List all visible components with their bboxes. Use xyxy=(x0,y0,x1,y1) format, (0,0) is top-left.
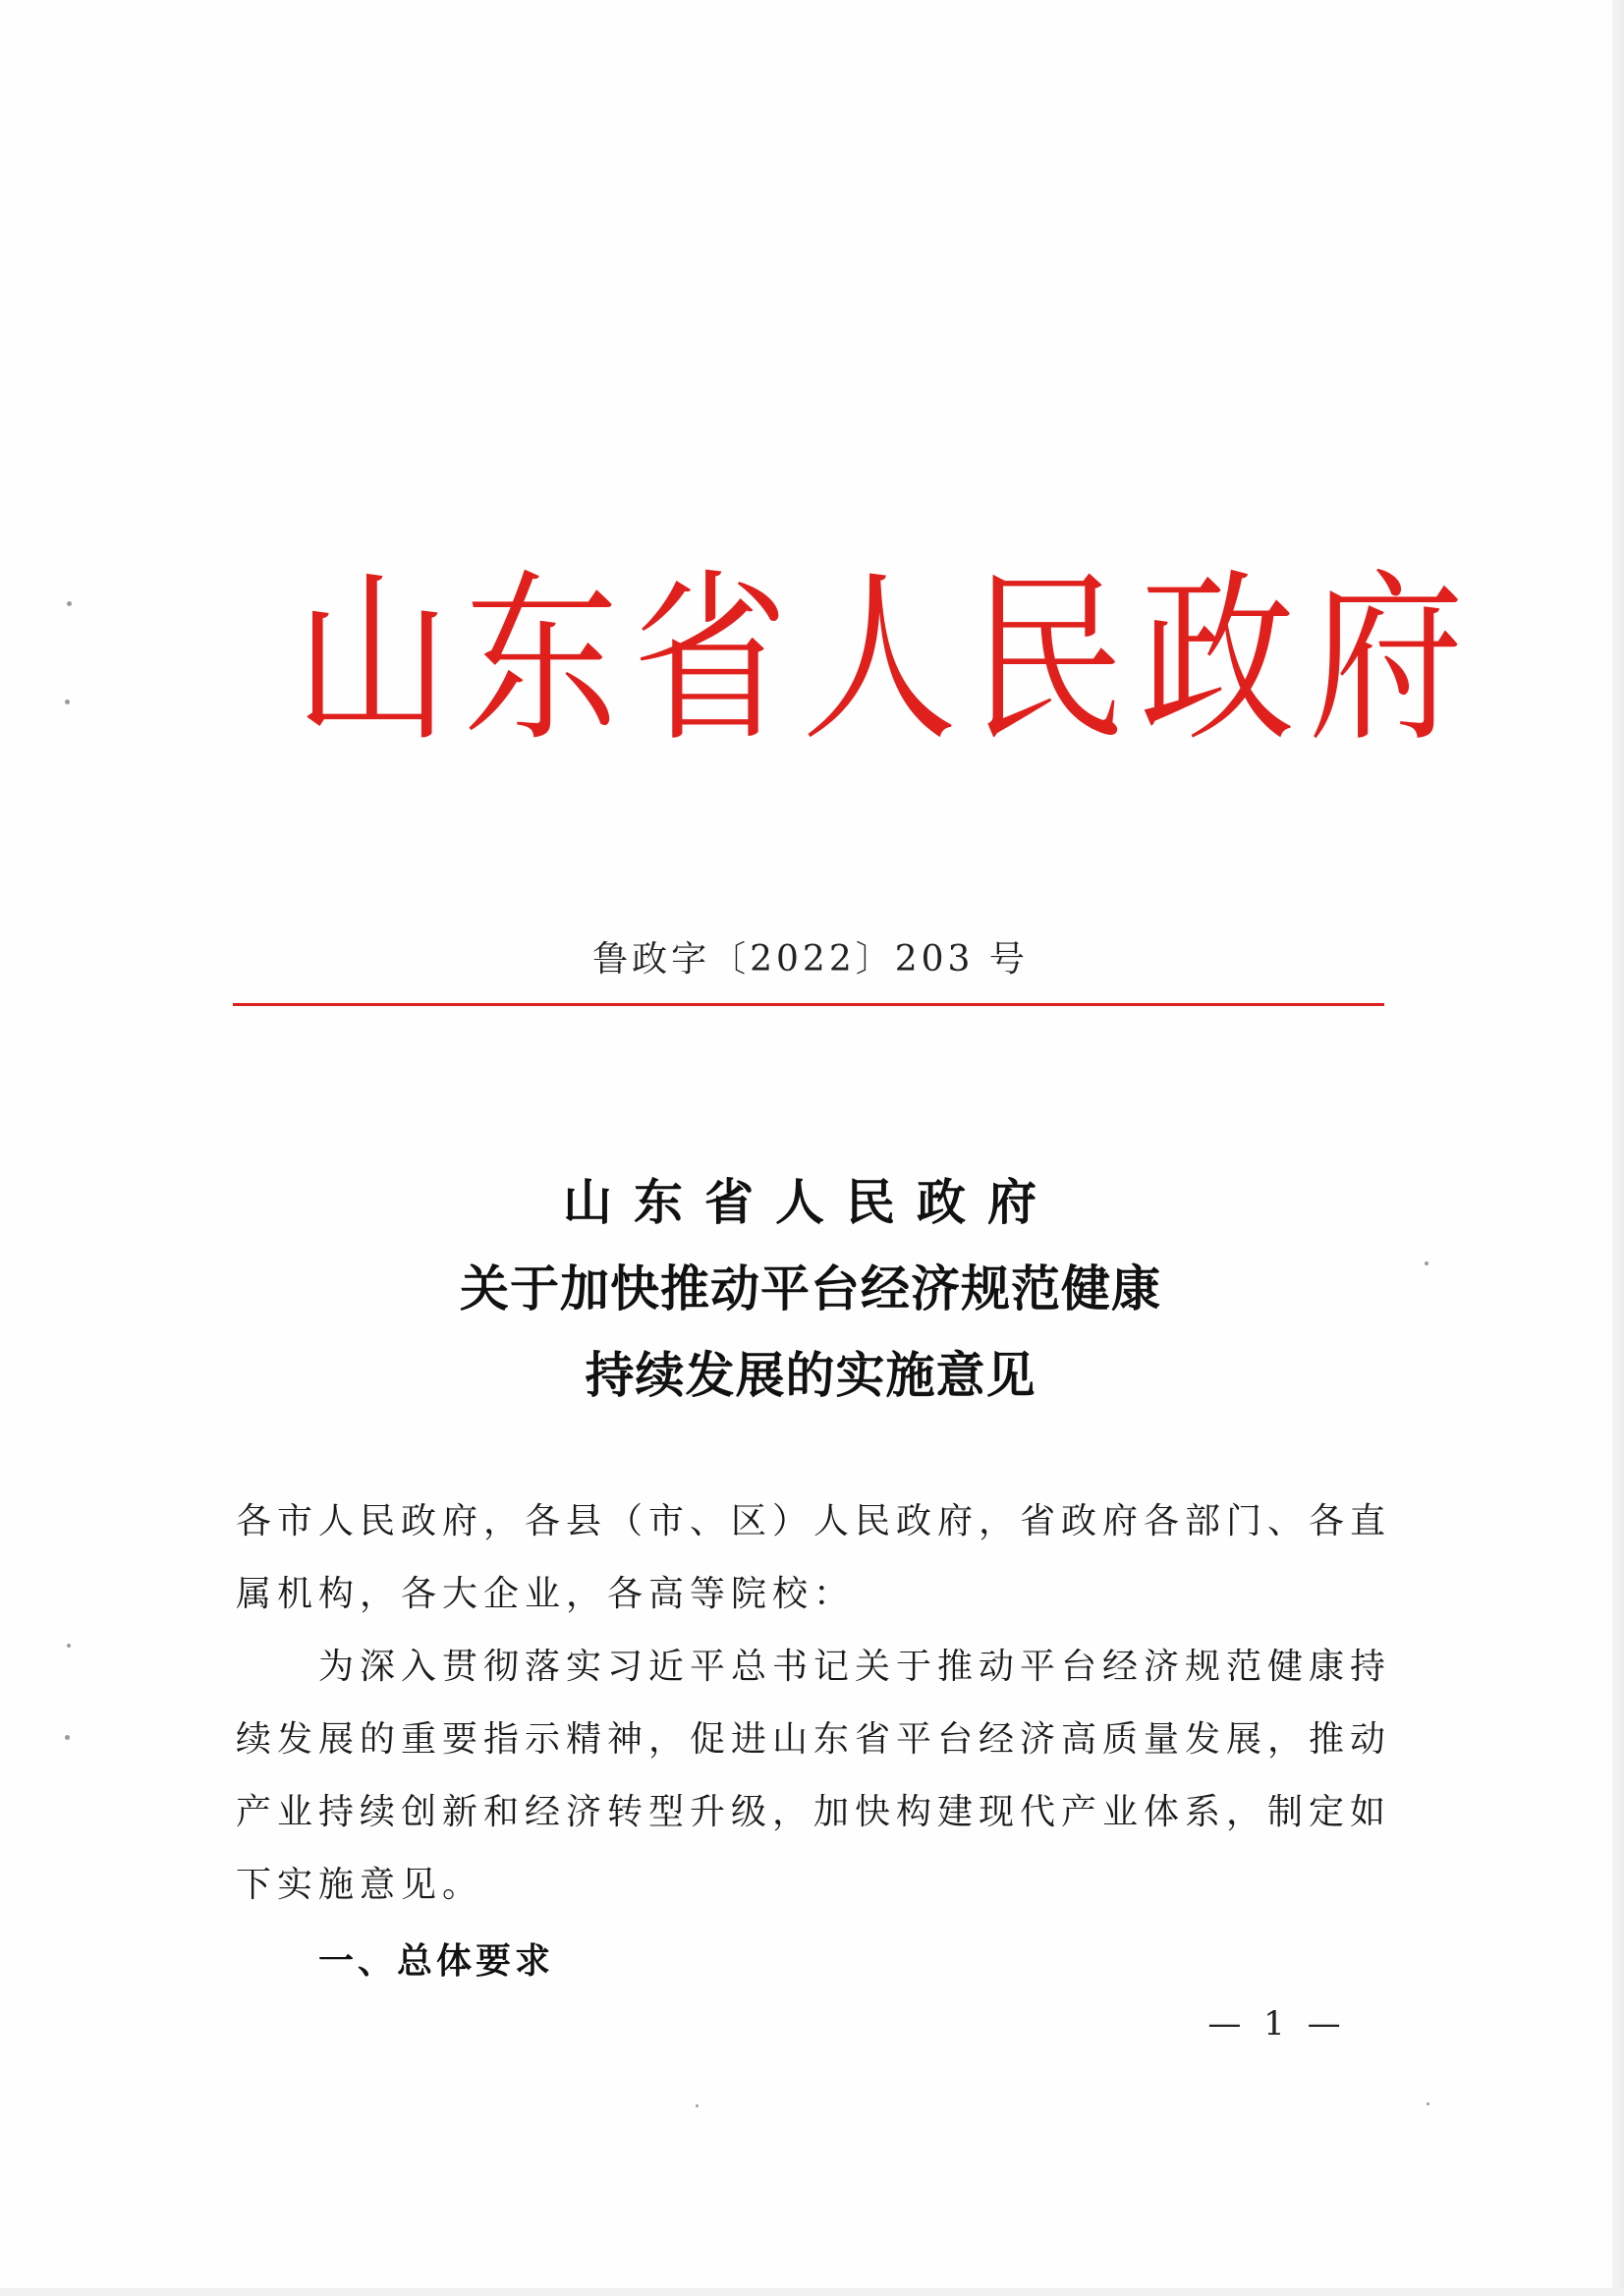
intro-line: 续发展的重要指示精神，促进山东省平台经济高质量发展，推动 xyxy=(236,1719,1392,1760)
page-number: — 1 — xyxy=(1207,2004,1347,2044)
title-line-subject: 关于加快推动平台经济规范健康 xyxy=(460,1260,1161,1317)
scan-speck xyxy=(65,700,70,704)
intro-line: 为深入贯彻落实习近平总书记关于推动平台经济规范健康持 xyxy=(318,1647,1392,1687)
scan-speck xyxy=(1425,1261,1428,1265)
intro-paragraph xyxy=(236,1631,1392,1922)
scan-speck xyxy=(67,601,72,606)
document-number: 鲁政字〔2022〕203 号 xyxy=(592,939,1029,980)
scan-right-edge xyxy=(1612,0,1624,2296)
salutation-line: 各市人民政府，各县（市、区）人民政府，省政府各部门、各直 xyxy=(236,1501,1392,1541)
salutation-line: 属机构，各大企业，各高等院校： xyxy=(236,1574,856,1614)
scan-speck xyxy=(1427,2102,1429,2105)
intro-line: 下实施意见。 xyxy=(236,1865,484,1905)
intro-line: 产业持续创新和经济转型升级，加快构建现代产业体系，制定如 xyxy=(236,1792,1392,1832)
letterhead-issuer: 山东省人民政府 xyxy=(295,553,1478,767)
title-line-issuer: 山东省人民政府 xyxy=(563,1174,1058,1231)
scan-speck xyxy=(65,1735,70,1740)
scan-bottom-edge xyxy=(0,2288,1624,2296)
title-line-subject-cont: 持续发展的实施意见 xyxy=(585,1347,1036,1404)
document-title xyxy=(236,1159,1385,1419)
section-heading: 一、总体要求 xyxy=(318,1941,555,1982)
scan-speck xyxy=(67,1644,71,1648)
salutation xyxy=(236,1485,1392,1631)
scan-speck xyxy=(696,2104,699,2107)
letterhead-red-rule xyxy=(233,1003,1384,1006)
